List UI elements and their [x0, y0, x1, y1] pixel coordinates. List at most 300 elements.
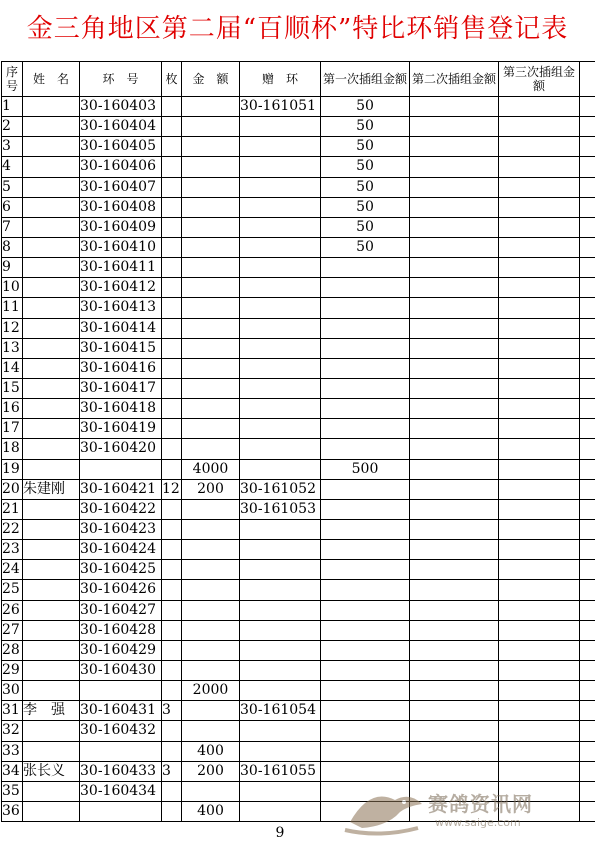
table-row [2, 600, 595, 620]
cell-seq: 19 [2, 459, 23, 479]
cell-amount [182, 177, 240, 197]
header-gift: 赠 环 [240, 62, 321, 97]
cell-gift [240, 177, 321, 197]
cell-ring: 30-160428 [80, 620, 162, 640]
cell-name [23, 419, 80, 439]
cell-ring: 30-160408 [80, 197, 162, 217]
cell-seq: 24 [2, 560, 23, 580]
cell-ring: 30-160432 [80, 721, 162, 741]
cell-ins1 [321, 479, 410, 499]
cell-ring: 30-160433 [80, 761, 162, 781]
table-row [2, 479, 595, 499]
cell-ins3 [499, 640, 580, 660]
cell-qty [162, 801, 182, 821]
cell-ins3 [499, 681, 580, 701]
cell-ring [80, 459, 162, 479]
cell-name [23, 459, 80, 479]
cell-seq: 22 [2, 519, 23, 539]
cell-ring: 30-160405 [80, 137, 162, 157]
registration-table [1, 61, 595, 822]
cell-amount [182, 278, 240, 298]
cell-amount: 400 [182, 741, 240, 761]
cell-blank [580, 358, 595, 378]
table-body [2, 97, 595, 822]
cell-seq: 28 [2, 640, 23, 660]
cell-seq: 18 [2, 439, 23, 459]
cell-ring: 30-160429 [80, 640, 162, 660]
table-row [2, 258, 595, 278]
cell-qty [162, 660, 182, 680]
cell-ins2 [410, 278, 499, 298]
cell-blank [580, 560, 595, 580]
cell-ins3 [499, 338, 580, 358]
cell-gift [240, 439, 321, 459]
cell-ring: 30-160414 [80, 318, 162, 338]
cell-ins2 [410, 298, 499, 318]
cell-gift [240, 399, 321, 419]
cell-qty [162, 157, 182, 177]
cell-ring: 30-160423 [80, 519, 162, 539]
cell-amount [182, 560, 240, 580]
cell-seq: 20 [2, 479, 23, 499]
cell-qty [162, 117, 182, 137]
cell-ring: 30-160431 [80, 701, 162, 721]
cell-name [23, 137, 80, 157]
cell-amount: 4000 [182, 459, 240, 479]
cell-name [23, 298, 80, 318]
cell-gift [240, 801, 321, 821]
cell-seq: 3 [2, 137, 23, 157]
cell-amount [182, 781, 240, 801]
cell-ins2 [410, 318, 499, 338]
cell-gift: 30-161051 [240, 97, 321, 117]
watermark [340, 782, 595, 840]
cell-blank [580, 237, 595, 257]
cell-ring: 30-160419 [80, 419, 162, 439]
cell-name [23, 660, 80, 680]
page-number: 9 [275, 825, 285, 841]
table-row [2, 519, 595, 539]
cell-amount [182, 721, 240, 741]
cell-ins3 [499, 620, 580, 640]
cell-amount [182, 378, 240, 398]
cell-seq: 12 [2, 318, 23, 338]
cell-ins1 [321, 358, 410, 378]
cell-blank [580, 338, 595, 358]
cell-ins1: 50 [321, 157, 410, 177]
table-row [2, 97, 595, 117]
cell-ins2 [410, 519, 499, 539]
cell-ins1 [321, 278, 410, 298]
cell-blank [580, 97, 595, 117]
cell-ins2 [410, 399, 499, 419]
cell-ins1 [321, 681, 410, 701]
cell-ins3 [499, 378, 580, 398]
cell-gift [240, 378, 321, 398]
cell-ring: 30-160407 [80, 177, 162, 197]
cell-ins2 [410, 177, 499, 197]
cell-ins1 [321, 439, 410, 459]
cell-ins3 [499, 97, 580, 117]
cell-blank [580, 519, 595, 539]
cell-qty: 3 [162, 701, 182, 721]
watermark-url: www.saige.com [435, 816, 521, 829]
cell-amount [182, 419, 240, 439]
cell-seq: 23 [2, 540, 23, 560]
cell-qty [162, 358, 182, 378]
cell-ins3 [499, 137, 580, 157]
cell-amount [182, 701, 240, 721]
cell-amount [182, 197, 240, 217]
cell-gift [240, 459, 321, 479]
cell-name [23, 600, 80, 620]
cell-amount [182, 660, 240, 680]
cell-ins1: 50 [321, 237, 410, 257]
table-row [2, 237, 595, 257]
cell-name [23, 620, 80, 640]
cell-ins3 [499, 258, 580, 278]
cell-ins1 [321, 519, 410, 539]
cell-ins2 [410, 701, 499, 721]
cell-name [23, 781, 80, 801]
cell-blank [580, 117, 595, 137]
table-row [2, 459, 595, 479]
header-ins3: 第三次插组金额 [499, 62, 580, 97]
cell-gift [240, 540, 321, 560]
cell-gift [240, 741, 321, 761]
cell-ins1 [321, 580, 410, 600]
cell-ins1: 500 [321, 459, 410, 479]
table-row [2, 580, 595, 600]
cell-gift [240, 560, 321, 580]
cell-ins1 [321, 499, 410, 519]
cell-ins3 [499, 419, 580, 439]
cell-name [23, 338, 80, 358]
cell-ins1 [321, 318, 410, 338]
cell-blank [580, 298, 595, 318]
cell-amount [182, 358, 240, 378]
cell-ring [80, 681, 162, 701]
cell-gift [240, 358, 321, 378]
cell-ins3 [499, 499, 580, 519]
watermark-text: 赛鸽资讯网 [428, 792, 533, 816]
cell-ring: 30-160422 [80, 499, 162, 519]
cell-ins3 [499, 459, 580, 479]
cell-seq: 35 [2, 781, 23, 801]
cell-name [23, 157, 80, 177]
cell-ins3 [499, 660, 580, 680]
cell-blank [580, 681, 595, 701]
cell-amount [182, 298, 240, 318]
header-qty: 枚 [162, 62, 182, 97]
cell-gift [240, 600, 321, 620]
cell-ring: 30-160411 [80, 258, 162, 278]
cell-gift [240, 419, 321, 439]
cell-gift [240, 338, 321, 358]
cell-blank [580, 419, 595, 439]
cell-ring: 30-160415 [80, 338, 162, 358]
cell-name [23, 318, 80, 338]
cell-gift [240, 660, 321, 680]
cell-seq: 36 [2, 801, 23, 821]
cell-seq: 21 [2, 499, 23, 519]
cell-qty [162, 97, 182, 117]
cell-seq: 30 [2, 681, 23, 701]
cell-ins1: 50 [321, 217, 410, 237]
cell-blank [580, 479, 595, 499]
cell-ins1 [321, 761, 410, 781]
cell-ins2 [410, 459, 499, 479]
cell-gift [240, 278, 321, 298]
cell-ring: 30-160417 [80, 378, 162, 398]
cell-gift [240, 298, 321, 318]
cell-name [23, 97, 80, 117]
cell-seq: 26 [2, 600, 23, 620]
cell-seq: 7 [2, 217, 23, 237]
cell-qty [162, 137, 182, 157]
cell-name: 李 强 [23, 701, 80, 721]
cell-ins1 [321, 721, 410, 741]
cell-name [23, 741, 80, 761]
cell-name [23, 580, 80, 600]
cell-gift: 30-161054 [240, 701, 321, 721]
cell-blank [580, 157, 595, 177]
cell-gift [240, 620, 321, 640]
cell-ring: 30-160406 [80, 157, 162, 177]
cell-amount [182, 620, 240, 640]
cell-seq: 29 [2, 660, 23, 680]
cell-qty [162, 378, 182, 398]
cell-ins3 [499, 217, 580, 237]
table-row [2, 640, 595, 660]
cell-ins3 [499, 439, 580, 459]
cell-ins2 [410, 237, 499, 257]
cell-name [23, 378, 80, 398]
cell-ring: 30-160427 [80, 600, 162, 620]
cell-qty [162, 419, 182, 439]
cell-ins1 [321, 338, 410, 358]
cell-amount [182, 600, 240, 620]
table-row [2, 741, 595, 761]
cell-ins3 [499, 157, 580, 177]
cell-ins2 [410, 157, 499, 177]
header-amount: 金 额 [182, 62, 240, 97]
cell-qty [162, 439, 182, 459]
cell-qty: 12 [162, 479, 182, 499]
cell-blank [580, 499, 595, 519]
cell-blank [580, 620, 595, 640]
cell-gift [240, 318, 321, 338]
cell-amount: 2000 [182, 681, 240, 701]
cell-ins2 [410, 217, 499, 237]
cell-ins2 [410, 660, 499, 680]
cell-amount [182, 540, 240, 560]
cell-seq: 8 [2, 237, 23, 257]
cell-blank [580, 399, 595, 419]
cell-qty [162, 620, 182, 640]
cell-ring: 30-160409 [80, 217, 162, 237]
cell-ring: 30-160424 [80, 540, 162, 560]
cell-ins3 [499, 600, 580, 620]
cell-ins1: 50 [321, 117, 410, 137]
table-row [2, 197, 595, 217]
cell-name [23, 560, 80, 580]
cell-amount [182, 338, 240, 358]
cell-ins1 [321, 701, 410, 721]
cell-blank [580, 660, 595, 680]
cell-ins1 [321, 258, 410, 278]
cell-blank [580, 378, 595, 398]
cell-ins1: 50 [321, 197, 410, 217]
cell-qty [162, 721, 182, 741]
table-row [2, 177, 595, 197]
cell-qty [162, 217, 182, 237]
cell-gift [240, 640, 321, 660]
cell-amount [182, 519, 240, 539]
cell-gift [240, 681, 321, 701]
cell-ins2 [410, 479, 499, 499]
cell-seq: 5 [2, 177, 23, 197]
cell-ins3 [499, 479, 580, 499]
cell-ins3 [499, 399, 580, 419]
cell-ins1 [321, 298, 410, 318]
cell-gift [240, 217, 321, 237]
table-header-row [2, 62, 595, 97]
cell-name [23, 499, 80, 519]
cell-qty [162, 459, 182, 479]
cell-ins1 [321, 660, 410, 680]
cell-ins2 [410, 600, 499, 620]
cell-ring [80, 741, 162, 761]
cell-gift [240, 580, 321, 600]
cell-ins1 [321, 560, 410, 580]
cell-blank [580, 701, 595, 721]
cell-gift [240, 197, 321, 217]
cell-ins3 [499, 318, 580, 338]
cell-amount [182, 157, 240, 177]
cell-ins3 [499, 701, 580, 721]
cell-qty [162, 781, 182, 801]
cell-qty [162, 540, 182, 560]
cell-gift: 30-161055 [240, 761, 321, 781]
cell-qty [162, 600, 182, 620]
cell-amount [182, 97, 240, 117]
cell-ins2 [410, 358, 499, 378]
cell-ins2 [410, 620, 499, 640]
cell-seq: 10 [2, 278, 23, 298]
cell-seq: 14 [2, 358, 23, 378]
pigeon-logo-icon [340, 782, 430, 840]
cell-seq: 25 [2, 580, 23, 600]
cell-ins2 [410, 197, 499, 217]
table-row [2, 378, 595, 398]
cell-gift [240, 721, 321, 741]
cell-ins2 [410, 741, 499, 761]
cell-amount [182, 318, 240, 338]
cell-ins3 [499, 237, 580, 257]
cell-seq: 9 [2, 258, 23, 278]
page-title: 金三角地区第二届“百顺杯”特比环销售登记表 [26, 14, 569, 44]
cell-name [23, 237, 80, 257]
cell-name [23, 399, 80, 419]
cell-qty [162, 519, 182, 539]
cell-ins3 [499, 117, 580, 137]
cell-ins1: 50 [321, 97, 410, 117]
header-name: 姓 名 [23, 62, 80, 97]
cell-qty [162, 681, 182, 701]
header-ins2: 第二次插组金额 [410, 62, 499, 97]
cell-ring: 30-160421 [80, 479, 162, 499]
cell-amount [182, 258, 240, 278]
cell-qty: 3 [162, 761, 182, 781]
cell-amount [182, 640, 240, 660]
cell-qty [162, 258, 182, 278]
cell-ins2 [410, 258, 499, 278]
cell-qty [162, 338, 182, 358]
table-row [2, 620, 595, 640]
cell-blank [580, 258, 595, 278]
cell-qty [162, 580, 182, 600]
header-blank [580, 62, 595, 97]
cell-qty [162, 298, 182, 318]
cell-seq: 2 [2, 117, 23, 137]
cell-blank [580, 278, 595, 298]
cell-ins2 [410, 137, 499, 157]
cell-blank [580, 137, 595, 157]
cell-ins1: 50 [321, 177, 410, 197]
cell-seq: 27 [2, 620, 23, 640]
cell-ins2 [410, 640, 499, 660]
cell-qty [162, 197, 182, 217]
table-row [2, 358, 595, 378]
table-row [2, 721, 595, 741]
cell-qty [162, 560, 182, 580]
cell-ins1 [321, 378, 410, 398]
cell-blank [580, 217, 595, 237]
table-row [2, 419, 595, 439]
cell-name [23, 177, 80, 197]
cell-ring: 30-160426 [80, 580, 162, 600]
table-row [2, 157, 595, 177]
cell-blank [580, 741, 595, 761]
table-row [2, 117, 595, 137]
table-row [2, 318, 595, 338]
cell-seq: 17 [2, 419, 23, 439]
cell-name [23, 258, 80, 278]
cell-ring: 30-160418 [80, 399, 162, 419]
cell-ins2 [410, 419, 499, 439]
cell-name [23, 117, 80, 137]
cell-ins2 [410, 681, 499, 701]
cell-blank [580, 540, 595, 560]
cell-amount: 200 [182, 761, 240, 781]
table-row [2, 217, 595, 237]
cell-gift [240, 237, 321, 257]
table-row [2, 399, 595, 419]
cell-ins3 [499, 761, 580, 781]
header-ins1: 第一次插组金额 [321, 62, 410, 97]
cell-ring: 30-160413 [80, 298, 162, 318]
cell-ring: 30-160434 [80, 781, 162, 801]
cell-ins3 [499, 580, 580, 600]
cell-ins2 [410, 540, 499, 560]
cell-ins1 [321, 399, 410, 419]
cell-gift [240, 157, 321, 177]
cell-name [23, 217, 80, 237]
cell-blank [580, 197, 595, 217]
cell-ins1 [321, 600, 410, 620]
cell-amount [182, 217, 240, 237]
